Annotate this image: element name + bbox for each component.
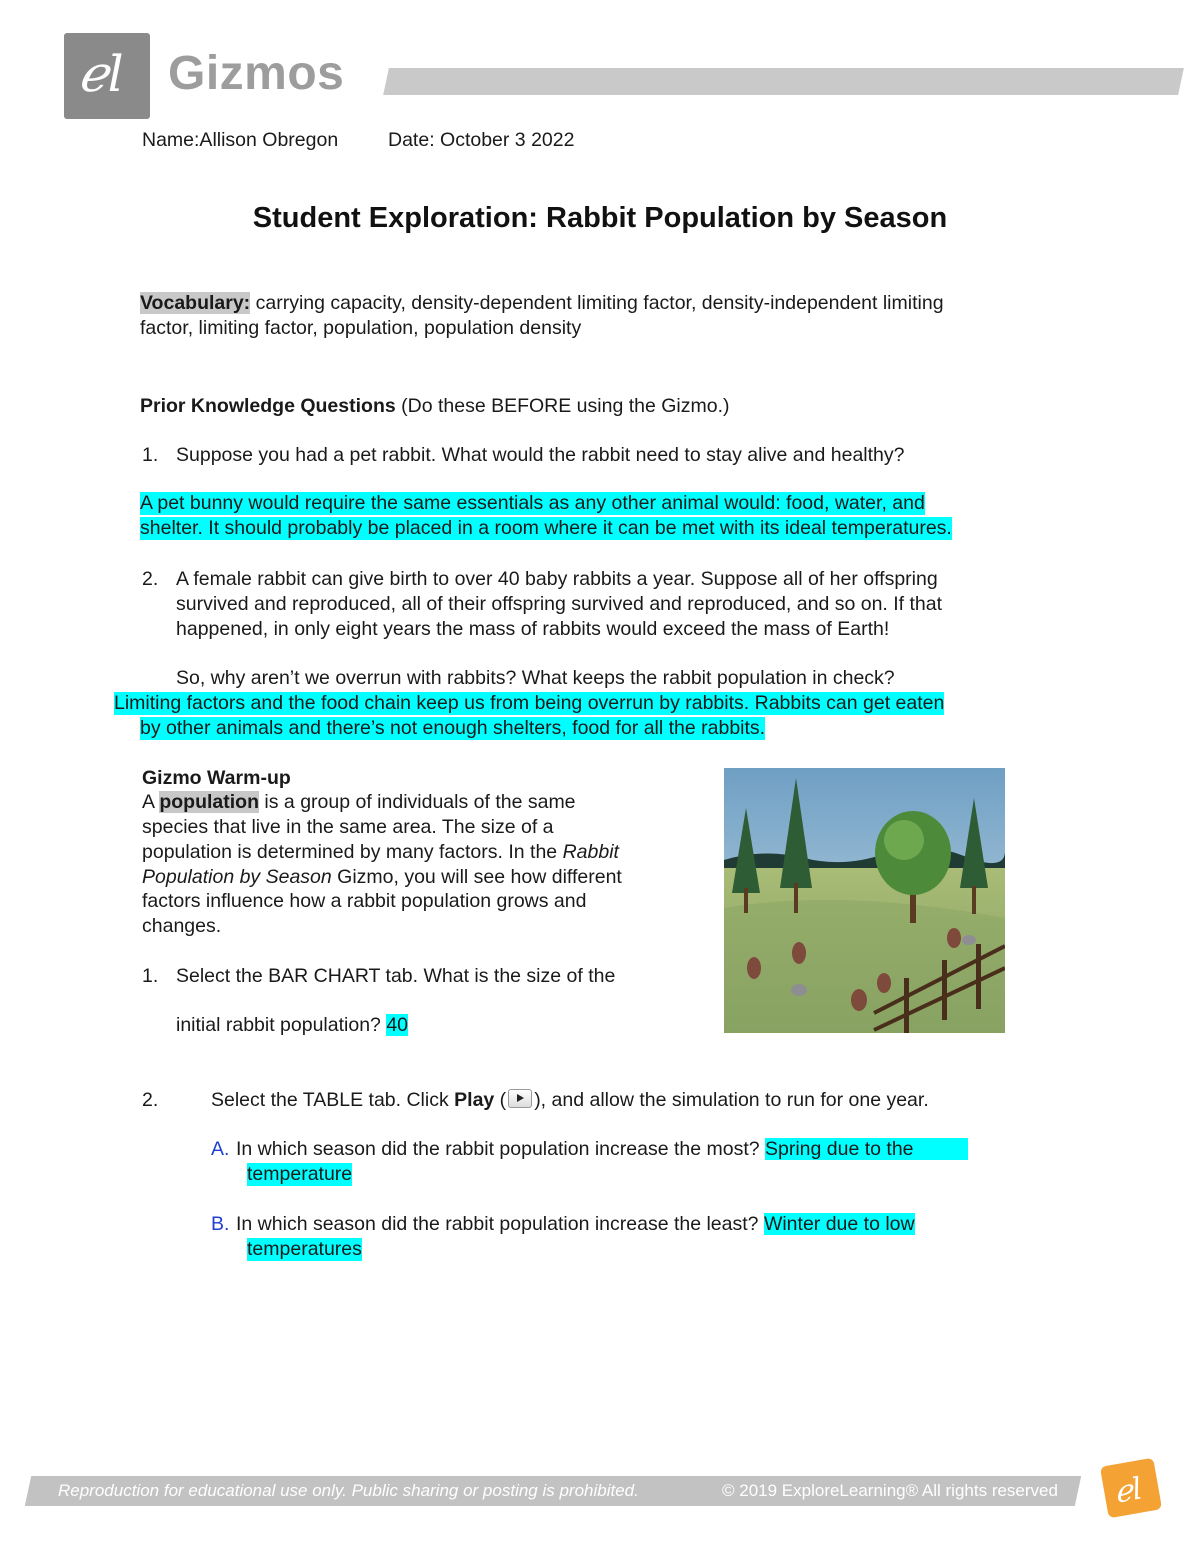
vocabulary-line-1 bbox=[140, 292, 944, 315]
page-title: Student Exploration: Rabbit Population by Season bbox=[252, 202, 948, 234]
footer-notice: Reproduction for educational use only. Public sharing or posting is prohibited. bbox=[58, 1481, 639, 1500]
question-b-line-1 bbox=[236, 1213, 915, 1236]
warmup-line-4 bbox=[142, 866, 622, 889]
warmup-line-6: changes. bbox=[142, 915, 222, 937]
prior-q1-number: 1. bbox=[142, 444, 159, 466]
prior-q1-text: Suppose you had a pet rabbit. What would the rabbit need to stay alive and healthy? bbox=[176, 444, 905, 466]
warmup-line-3 bbox=[142, 841, 619, 864]
vocabulary-label: Vocabulary: bbox=[140, 292, 251, 314]
explorelearning-logo-icon bbox=[1096, 1456, 1166, 1520]
warmup-line-3-italic: Rabbit bbox=[562, 841, 619, 863]
worksheet-date: Date: October 3 2022 bbox=[388, 129, 575, 151]
gizmos-logo-icon bbox=[64, 33, 150, 119]
rabbit-meadow-illustration bbox=[724, 768, 1005, 1033]
warmup-line-5: factors influence how a rabbit population grows and bbox=[142, 890, 587, 912]
prior-a2-line-2: by other animals and there’s not enough shelters, food for all the rabbits. bbox=[140, 717, 766, 739]
warmup-line-4-italic: Population by Season bbox=[142, 866, 332, 888]
warmup-q2-post: ), and allow the simulation to run for one year. bbox=[534, 1089, 929, 1111]
prior-q2-line-3: happened, in only eight years the mass of rabbits would exceed the mass of Earth! bbox=[176, 618, 890, 640]
warmup-line-1 bbox=[142, 791, 576, 814]
prior-q2-followup: So, why aren’t we overrun with rabbits? What keeps the rabbit population in check? bbox=[176, 667, 895, 689]
prior-heading-note: (Do these BEFORE using the Gizmo.) bbox=[395, 395, 730, 417]
play-label: Play bbox=[454, 1089, 495, 1111]
question-b-answer-1: Winter due to low bbox=[763, 1213, 915, 1235]
prior-q2-number: 2. bbox=[142, 568, 159, 590]
prior-q2-line-1: A female rabbit can give birth to over 40 baby rabbits a year. Suppose all of her offspring bbox=[176, 568, 938, 590]
warmup-q2-pre: Select the TABLE tab. Click bbox=[211, 1089, 455, 1111]
play-icon bbox=[508, 1089, 532, 1108]
warmup-q1-answer: 40 bbox=[386, 1014, 409, 1036]
question-b-answer-2: temperatures bbox=[247, 1238, 362, 1260]
prior-a2-line-1: Limiting factors and the food chain keep us from being overrun by rabbits. Rabbits can get eaten bbox=[114, 692, 945, 714]
prior-knowledge-heading bbox=[140, 395, 730, 418]
question-b-text: In which season did the rabbit population increase the least? bbox=[236, 1213, 764, 1235]
svg-text:ℯl: ℯl bbox=[1111, 1471, 1145, 1511]
warmup-line-2: species that live in the same area. The size of a bbox=[142, 816, 554, 838]
prior-a1-line-1: A pet bunny would require the same essentials as any other animal would: food, water, and bbox=[140, 492, 925, 514]
vocabulary-terms-2: factor, limiting factor, population, population density bbox=[140, 317, 582, 339]
warmup-q1-prompt: initial rabbit population? bbox=[176, 1014, 387, 1036]
question-b-letter: B. bbox=[211, 1213, 230, 1235]
student-name: Name:Allison Obregon bbox=[142, 129, 339, 151]
question-a-letter: A. bbox=[211, 1138, 230, 1160]
warmup-line-1-rest: is a group of individuals of the same bbox=[259, 791, 576, 813]
warmup-q1-number: 1. bbox=[142, 965, 159, 987]
warmup-line-4-rest: Gizmo, you will see how different bbox=[331, 866, 622, 888]
brand-name: Gizmos bbox=[168, 47, 345, 100]
header-bar bbox=[383, 68, 1184, 95]
logo-mark: ℯl bbox=[78, 45, 124, 103]
warmup-q1-line-1: Select the BAR CHART tab. What is the size of the bbox=[176, 965, 616, 987]
prior-q2-line-2: survived and reproduced, all of their offspring survived and reproduced, and so on. If that bbox=[176, 593, 943, 615]
prior-heading-label: Prior Knowledge Questions bbox=[140, 395, 396, 417]
footer-copyright: © 2019 ExploreLearning® All rights reserved bbox=[722, 1481, 1058, 1500]
vocabulary-terms-1: carrying capacity, density-dependent limiting factor, density-independent limiting bbox=[250, 292, 944, 314]
warmup-heading: Gizmo Warm-up bbox=[142, 767, 291, 789]
warmup-a: A bbox=[142, 791, 160, 813]
warmup-q2-paren: ( bbox=[494, 1089, 507, 1111]
question-a-answer-2: temperature bbox=[247, 1163, 353, 1185]
warmup-line-3-pre: population is determined by many factors. In the bbox=[142, 841, 563, 863]
warmup-q2-number: 2. bbox=[142, 1089, 159, 1111]
term-population: population bbox=[159, 791, 260, 813]
question-a-text: In which season did the rabbit population increase the most? bbox=[236, 1138, 765, 1160]
warmup-q1-line-2 bbox=[176, 1014, 408, 1037]
question-a-line-1 bbox=[236, 1138, 968, 1161]
question-a-answer-1: Spring due to the bbox=[765, 1138, 968, 1160]
prior-a1-line-2: shelter. It should probably be placed in a room where it can be met with its ideal temperatures. bbox=[140, 517, 952, 539]
warmup-q2-text bbox=[211, 1089, 929, 1112]
